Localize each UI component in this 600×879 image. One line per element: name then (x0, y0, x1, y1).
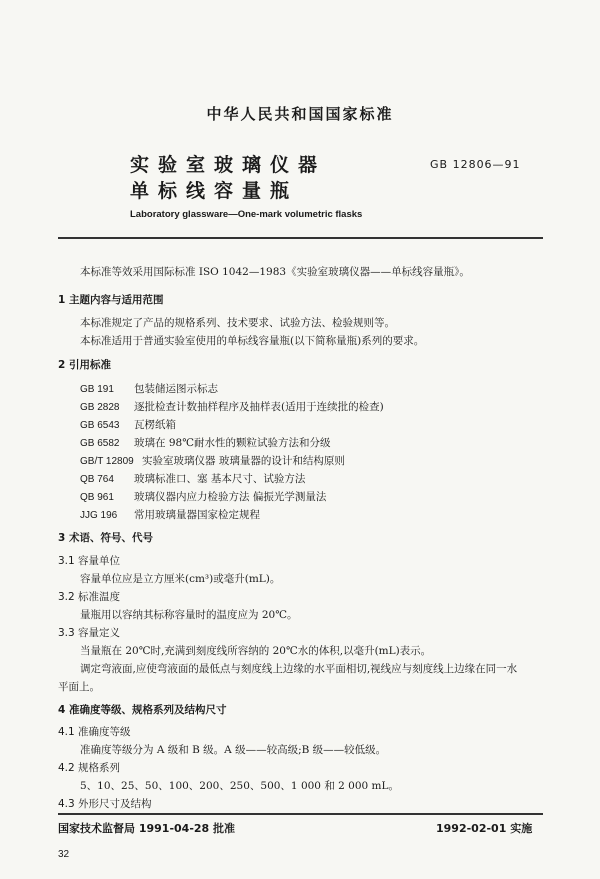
subsection-3-3-heading: 3.3 容量定义 (58, 627, 121, 639)
reference-item (80, 417, 176, 432)
reference-item (80, 435, 330, 450)
reference-title: 玻璃在 98℃耐水性的颗粒试验方法和分级 (134, 437, 331, 449)
subsection-4-2-heading: 4.2 规格系列 (58, 762, 121, 774)
subsection-3-2-text: 量瓶用以容纳其标称容量时的温度应为 20℃。 (80, 609, 298, 621)
subsection-4-1-heading: 4.1 准确度等级 (58, 726, 131, 738)
title-line-2: 单标线容量瓶 (130, 180, 299, 202)
reference-title: 实验室玻璃仪器 玻璃量器的设计和结构原则 (142, 455, 345, 467)
implementation-date: 1992-02-01 实施 (436, 822, 533, 835)
reference-title: 瓦楞纸箱 (134, 419, 176, 431)
subsection-4-3-heading: 4.3 外形尺寸及结构 (58, 798, 152, 810)
reference-code: GB/T 12809 (80, 456, 134, 467)
subsection-3-2-heading: 3.2 标准温度 (58, 591, 121, 603)
section-4-heading: 4 准确度等级、规格系列及结构尺寸 (58, 704, 227, 716)
reference-title: 常用玻璃量器国家检定规程 (134, 509, 260, 521)
subsection-4-1-text: 准确度等级分为 A 级和 B 级。A 级——较高级;B 级——较低级。 (80, 744, 387, 756)
subsection-4-2-text: 5、10、25、50、100、200、250、500、1 000 和 2 000 mL。 (80, 780, 399, 792)
standard-number: GB 12806—91 (430, 158, 521, 171)
reference-item (80, 399, 384, 414)
reference-item (80, 453, 345, 468)
section-2-heading: 2 引用标准 (58, 359, 111, 371)
reference-title: 玻璃标准口、塞 基本尺寸、试验方法 (134, 473, 306, 485)
subsection-3-3-text-3: 平面上。 (58, 681, 100, 693)
intro-paragraph: 本标准等效采用国际标准 ISO 1042—1983《实验室玻璃仪器——单标线容量瓶》。 (80, 266, 470, 278)
reference-title: 包装储运图示标志 (134, 383, 218, 395)
standard-type-heading: 中华人民共和国国家标准 (206, 105, 394, 123)
subsection-3-3-text-1: 当量瓶在 20℃时,充满到刻度线所容纳的 20℃水的体积,以毫升(mL)表示。 (80, 645, 432, 657)
subsection-3-1-text: 容量单位应是立方厘米(cm³)或毫升(mL)。 (80, 573, 281, 585)
reference-code: GB 191 (80, 384, 114, 395)
reference-code: GB 6543 (80, 420, 120, 431)
reference-code: GB 6582 (80, 438, 120, 449)
footer-divider (58, 813, 543, 815)
approval-date: 国家技术监督局 1991-04-28 批准 (58, 822, 236, 835)
reference-title: 玻璃仪器内应力检验方法 偏振光学测量法 (134, 491, 327, 503)
reference-code: QB 764 (80, 474, 114, 485)
reference-code: JJG 196 (80, 510, 118, 521)
page-number: 32 (58, 849, 70, 860)
section-1-paragraph-2: 本标准适用于普通实验室使用的单标线容量瓶(以下简称量瓶)系列的要求。 (80, 335, 425, 347)
reference-code: GB 2828 (80, 402, 120, 413)
reference-code: QB 961 (80, 492, 114, 503)
reference-item (80, 471, 305, 486)
reference-item (80, 507, 260, 522)
title-line-1: 实验室玻璃仪器 (130, 154, 327, 176)
reference-title: 逐批检查计数抽样程序及抽样表(适用于连续批的检查) (134, 401, 384, 413)
reference-item (80, 489, 326, 504)
section-3-heading: 3 术语、符号、代号 (58, 532, 153, 544)
section-1-heading: 1 主题内容与适用范围 (58, 294, 164, 306)
english-title: Laboratory glassware—One-mark volumetric flasks (130, 209, 363, 220)
subsection-3-1-heading: 3.1 容量单位 (58, 555, 121, 567)
subsection-3-3-text-2: 调定弯液面,应使弯液面的最低点与刻度线上边缘的水平面相切,视线应与刻度线上边缘在同一水 (80, 663, 518, 675)
reference-item (80, 381, 218, 396)
section-1-paragraph-1: 本标准规定了产品的规格系列、技术要求、试验方法、检验规则等。 (80, 317, 395, 329)
header-divider (58, 237, 543, 239)
